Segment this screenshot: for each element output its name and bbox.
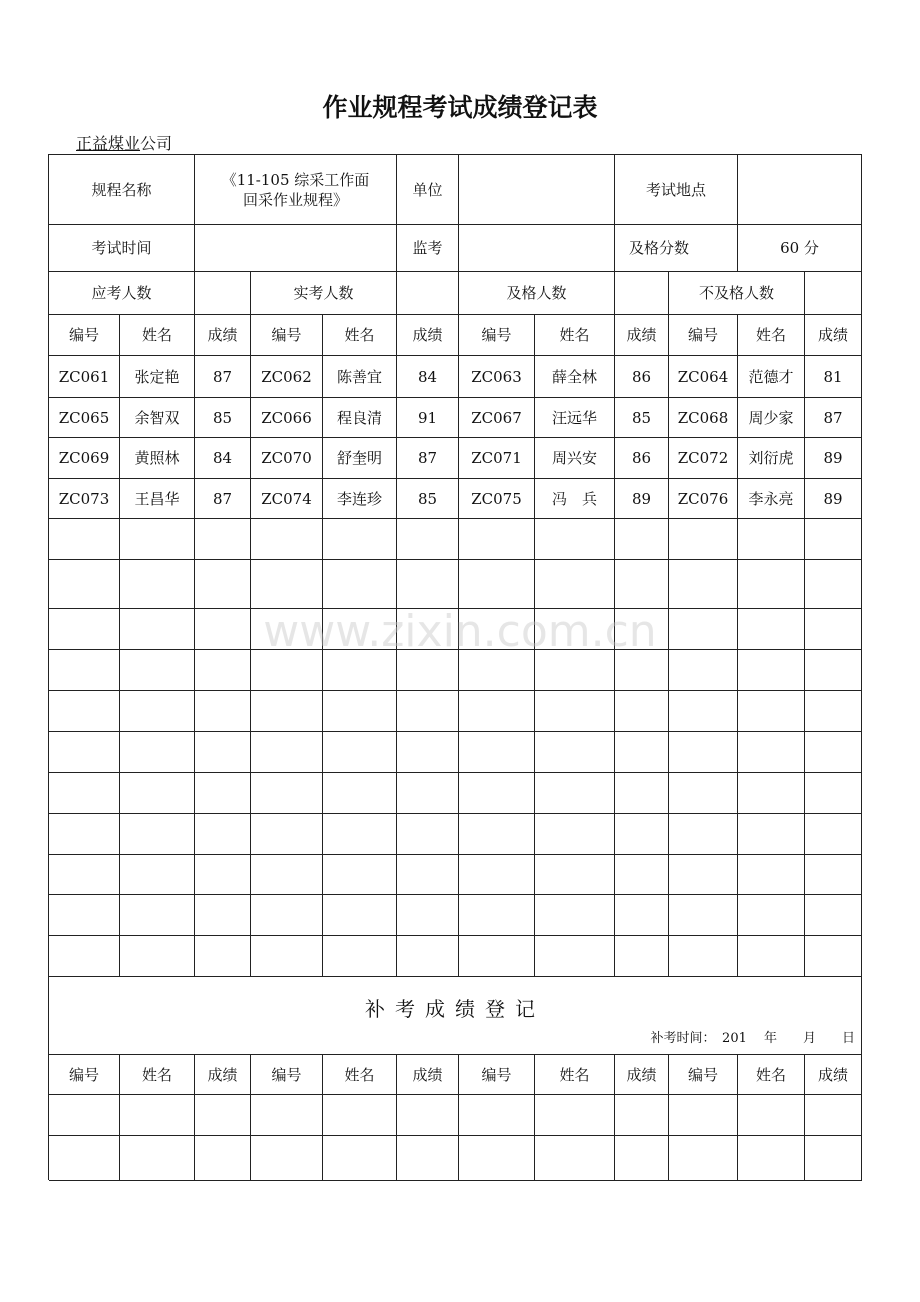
makeup-column-header: 编号 [251, 1055, 323, 1095]
record-cell: ZC063 [459, 356, 535, 398]
record-cell: 89 [615, 479, 669, 519]
location-value [738, 155, 862, 225]
blank-cell [615, 855, 669, 895]
record-cell: 87 [805, 398, 862, 438]
blank-cell [120, 609, 195, 650]
record-cell: ZC072 [669, 438, 738, 479]
blank-cell [615, 814, 669, 855]
blank-cell [615, 936, 669, 977]
record-cell: 86 [615, 356, 669, 398]
blank-cell [251, 691, 323, 732]
company-name: 正益煤业 [76, 134, 141, 153]
blank-cell [120, 691, 195, 732]
record-cell: 黄照林 [120, 438, 195, 479]
makeup-blank-cell [535, 1095, 615, 1136]
record-cell: 程良清 [323, 398, 397, 438]
blank-cell [251, 855, 323, 895]
blank-cell [195, 895, 251, 936]
blank-cell [323, 936, 397, 977]
record-cell: ZC071 [459, 438, 535, 479]
record-cell: ZC073 [49, 479, 120, 519]
blank-cell [323, 732, 397, 773]
blank-cell [120, 895, 195, 936]
makeup-column-header: 编号 [669, 1055, 738, 1095]
blank-cell [195, 855, 251, 895]
record-cell: 汪远华 [535, 398, 615, 438]
column-header: 姓名 [120, 315, 195, 356]
blank-cell [805, 650, 862, 691]
unit-label: 单位 [397, 155, 459, 225]
blank-cell [738, 560, 805, 609]
record-cell: ZC069 [49, 438, 120, 479]
proctor-label: 监考 [397, 225, 459, 272]
blank-cell [669, 609, 738, 650]
makeup-blank-cell [615, 1095, 669, 1136]
makeup-blank-cell [49, 1095, 120, 1136]
record-cell: 李永亮 [738, 479, 805, 519]
blank-cell [323, 560, 397, 609]
blank-cell [251, 519, 323, 560]
blank-cell [615, 609, 669, 650]
record-cell: 89 [805, 438, 862, 479]
blank-cell [49, 814, 120, 855]
makeup-column-header: 成绩 [195, 1055, 251, 1095]
blank-cell [669, 936, 738, 977]
makeup-blank-cell [120, 1095, 195, 1136]
record-cell: 87 [195, 479, 251, 519]
makeup-blank-cell [251, 1136, 323, 1181]
blank-cell [805, 814, 862, 855]
actual-count-label: 实考人数 [251, 272, 397, 315]
record-cell: ZC070 [251, 438, 323, 479]
blank-cell [459, 895, 535, 936]
column-header: 编号 [459, 315, 535, 356]
watermark: www.zixin.com.cn [263, 606, 657, 657]
record-cell: 王昌华 [120, 479, 195, 519]
record-cell: 李连珍 [323, 479, 397, 519]
blank-cell [323, 855, 397, 895]
blank-cell [669, 814, 738, 855]
blank-cell [535, 519, 615, 560]
blank-cell [805, 560, 862, 609]
blank-cell [459, 691, 535, 732]
blank-cell [459, 560, 535, 609]
blank-cell [397, 855, 459, 895]
blank-cell [738, 936, 805, 977]
blank-cell [459, 519, 535, 560]
makeup-blank-cell [738, 1095, 805, 1136]
blank-cell [120, 732, 195, 773]
blank-cell [49, 773, 120, 814]
blank-cell [195, 519, 251, 560]
blank-cell [120, 855, 195, 895]
blank-cell [120, 773, 195, 814]
blank-cell [738, 691, 805, 732]
blank-cell [397, 691, 459, 732]
blank-cell [738, 855, 805, 895]
blank-cell [195, 814, 251, 855]
record-cell: ZC074 [251, 479, 323, 519]
blank-cell [49, 895, 120, 936]
record-cell: 张定艳 [120, 356, 195, 398]
proctor-value [459, 225, 615, 272]
column-header: 成绩 [615, 315, 669, 356]
blank-cell [120, 814, 195, 855]
column-header: 姓名 [738, 315, 805, 356]
blank-cell [535, 691, 615, 732]
blank-cell [397, 560, 459, 609]
blank-cell [669, 650, 738, 691]
blank-cell [805, 936, 862, 977]
blank-cell [397, 609, 459, 650]
makeup-column-header: 姓名 [120, 1055, 195, 1095]
column-header: 编号 [669, 315, 738, 356]
pass-score-label: 及格分数 [615, 225, 669, 272]
blank-cell [615, 560, 669, 609]
blank-cell [669, 855, 738, 895]
record-cell: 舒奎明 [323, 438, 397, 479]
makeup-blank-cell [251, 1095, 323, 1136]
blank-cell [738, 732, 805, 773]
blank-cell [323, 609, 397, 650]
record-cell: 85 [397, 479, 459, 519]
blank-cell [805, 691, 862, 732]
blank-cell [738, 650, 805, 691]
exam-time-label: 考试时间 [49, 225, 195, 272]
passed-count-value [615, 272, 669, 315]
blank-cell [397, 936, 459, 977]
blank-cell [397, 814, 459, 855]
blank-cell [49, 691, 120, 732]
blank-cell [459, 650, 535, 691]
blank-cell [738, 895, 805, 936]
blank-cell [120, 936, 195, 977]
makeup-blank-cell [397, 1095, 459, 1136]
record-cell: ZC061 [49, 356, 120, 398]
makeup-column-header: 成绩 [397, 1055, 459, 1095]
record-cell: 冯 兵 [535, 479, 615, 519]
makeup-column-header: 编号 [49, 1055, 120, 1095]
record-cell: 陈善宜 [323, 356, 397, 398]
blank-cell [459, 936, 535, 977]
makeup-column-header: 成绩 [805, 1055, 862, 1095]
exam-time-value [195, 225, 397, 272]
blank-cell [805, 895, 862, 936]
page-title: 作业规程考试成绩登记表 [322, 93, 598, 122]
blank-cell [535, 560, 615, 609]
record-cell: ZC062 [251, 356, 323, 398]
regulation-label: 规程名称 [49, 155, 195, 225]
blank-cell [323, 650, 397, 691]
record-cell: 85 [195, 398, 251, 438]
makeup-column-header: 编号 [459, 1055, 535, 1095]
makeup-column-header: 姓名 [738, 1055, 805, 1095]
record-cell: 89 [805, 479, 862, 519]
record-cell: ZC067 [459, 398, 535, 438]
blank-cell [195, 650, 251, 691]
pass-score-value: 60 分 [738, 225, 862, 272]
blank-cell [535, 773, 615, 814]
blank-cell [535, 936, 615, 977]
blank-cell [535, 895, 615, 936]
company-line [76, 131, 172, 154]
blank-cell [535, 650, 615, 691]
blank-cell [669, 691, 738, 732]
blank-cell [397, 773, 459, 814]
blank-cell [195, 691, 251, 732]
blank-cell [251, 609, 323, 650]
expected-count-value [195, 272, 251, 315]
column-header: 成绩 [805, 315, 862, 356]
blank-cell [251, 560, 323, 609]
makeup-blank-cell [195, 1136, 251, 1181]
company-suffix: 公司 [140, 134, 173, 153]
blank-cell [615, 895, 669, 936]
record-cell: ZC075 [459, 479, 535, 519]
expected-count-label: 应考人数 [49, 272, 195, 315]
record-cell: 薛全林 [535, 356, 615, 398]
actual-count-value [397, 272, 459, 315]
makeup-column-header: 成绩 [615, 1055, 669, 1095]
blank-cell [459, 814, 535, 855]
record-cell: 范德才 [738, 356, 805, 398]
regulation-value: 《11-105 综采工作面 回采作业规程》 [195, 155, 397, 225]
makeup-blank-cell [738, 1136, 805, 1181]
record-cell: ZC068 [669, 398, 738, 438]
blank-cell [669, 560, 738, 609]
blank-cell [805, 773, 862, 814]
blank-cell [535, 609, 615, 650]
blank-cell [49, 732, 120, 773]
blank-cell [323, 691, 397, 732]
blank-cell [615, 732, 669, 773]
blank-cell [615, 650, 669, 691]
makeup-blank-cell [323, 1136, 397, 1181]
blank-cell [805, 609, 862, 650]
record-cell: ZC065 [49, 398, 120, 438]
blank-cell [615, 519, 669, 560]
record-cell: 81 [805, 356, 862, 398]
makeup-time: 补考时间： 201 年 月 日 [650, 1031, 855, 1046]
blank-cell [195, 936, 251, 977]
blank-cell [195, 773, 251, 814]
failed-count-value [805, 272, 862, 315]
blank-cell [805, 519, 862, 560]
blank-cell [120, 519, 195, 560]
blank-cell [251, 732, 323, 773]
blank-cell [49, 855, 120, 895]
blank-cell [49, 609, 120, 650]
blank-cell [738, 519, 805, 560]
blank-cell [49, 936, 120, 977]
blank-cell [738, 609, 805, 650]
blank-cell [251, 650, 323, 691]
blank-cell [49, 650, 120, 691]
blank-cell [397, 650, 459, 691]
blank-cell [251, 814, 323, 855]
makeup-blank-cell [535, 1136, 615, 1181]
record-cell: 87 [195, 356, 251, 398]
blank-cell [120, 650, 195, 691]
blank-cell [535, 732, 615, 773]
blank-cell [535, 855, 615, 895]
makeup-blank-cell [397, 1136, 459, 1181]
blank-cell [397, 519, 459, 560]
blank-cell [615, 691, 669, 732]
pass-score-gap [669, 225, 738, 272]
makeup-blank-cell [805, 1095, 862, 1136]
blank-cell [251, 895, 323, 936]
record-cell: 91 [397, 398, 459, 438]
blank-cell [49, 560, 120, 609]
blank-cell [738, 773, 805, 814]
blank-cell [195, 560, 251, 609]
makeup-blank-cell [805, 1136, 862, 1181]
unit-value [459, 155, 615, 225]
column-header: 成绩 [397, 315, 459, 356]
column-header: 姓名 [535, 315, 615, 356]
makeup-blank-cell [459, 1095, 535, 1136]
blank-cell [323, 895, 397, 936]
makeup-blank-cell [323, 1095, 397, 1136]
record-cell: 85 [615, 398, 669, 438]
blank-cell [323, 773, 397, 814]
location-label: 考试地点 [615, 155, 738, 225]
blank-cell [535, 814, 615, 855]
record-cell: 87 [397, 438, 459, 479]
makeup-blank-cell [669, 1136, 738, 1181]
blank-cell [669, 773, 738, 814]
blank-cell [120, 560, 195, 609]
record-cell: ZC066 [251, 398, 323, 438]
blank-cell [195, 732, 251, 773]
record-cell: 刘衍虎 [738, 438, 805, 479]
makeup-blank-cell [195, 1095, 251, 1136]
makeup-column-header: 姓名 [323, 1055, 397, 1095]
record-cell: 周少家 [738, 398, 805, 438]
blank-cell [738, 814, 805, 855]
column-header: 成绩 [195, 315, 251, 356]
failed-count-label: 不及格人数 [669, 272, 805, 315]
record-cell: ZC076 [669, 479, 738, 519]
blank-cell [251, 936, 323, 977]
record-cell: 余智双 [120, 398, 195, 438]
blank-cell [669, 895, 738, 936]
blank-cell [805, 855, 862, 895]
column-header: 姓名 [323, 315, 397, 356]
blank-cell [251, 773, 323, 814]
makeup-blank-cell [49, 1136, 120, 1181]
score-table [48, 154, 862, 1180]
blank-cell [323, 519, 397, 560]
column-header: 编号 [49, 315, 120, 356]
blank-cell [459, 855, 535, 895]
makeup-column-header: 姓名 [535, 1055, 615, 1095]
makeup-blank-cell [120, 1136, 195, 1181]
makeup-blank-cell [615, 1136, 669, 1181]
makeup-blank-cell [669, 1095, 738, 1136]
blank-cell [669, 519, 738, 560]
record-cell: 周兴安 [535, 438, 615, 479]
blank-cell [195, 609, 251, 650]
blank-cell [323, 814, 397, 855]
record-cell: 86 [615, 438, 669, 479]
record-cell: ZC064 [669, 356, 738, 398]
blank-cell [397, 895, 459, 936]
makeup-blank-cell [459, 1136, 535, 1181]
makeup-banner [49, 977, 862, 1055]
record-cell: 84 [397, 356, 459, 398]
blank-cell [615, 773, 669, 814]
blank-cell [397, 732, 459, 773]
blank-cell [459, 732, 535, 773]
blank-cell [669, 732, 738, 773]
column-header: 编号 [251, 315, 323, 356]
blank-cell [459, 773, 535, 814]
blank-cell [805, 732, 862, 773]
makeup-title: 补考成绩登记 [365, 996, 545, 1021]
passed-count-label: 及格人数 [459, 272, 615, 315]
blank-cell [459, 609, 535, 650]
record-cell: 84 [195, 438, 251, 479]
blank-cell [49, 519, 120, 560]
